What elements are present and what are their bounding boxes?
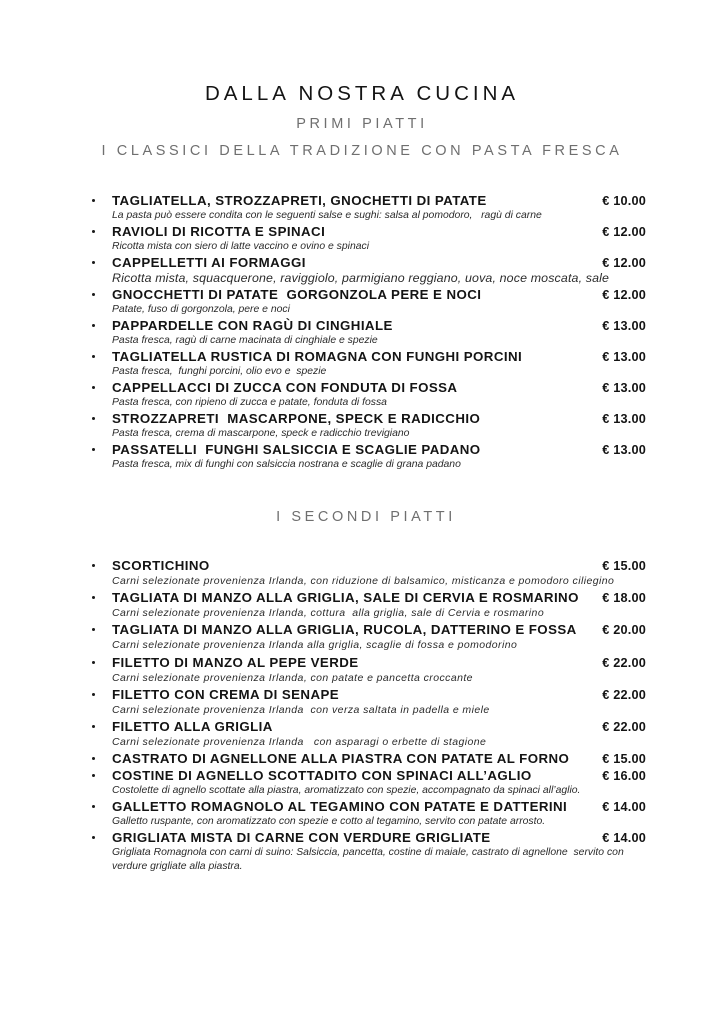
menu-item-description: Pasta fresca, funghi porcini, olio evo e spezie: [112, 365, 327, 377]
menu-item-description: Carni selezionate provenienza Irlanda, con riduzione di balsamico, misticanza e pomodoro ciliegino: [112, 575, 615, 587]
menu-item-name: SCORTICHINO: [112, 558, 210, 573]
menu-item-price: € 13.00: [602, 380, 646, 395]
menu-item-price: € 22.00: [602, 720, 646, 735]
bullet-icon: [92, 757, 95, 760]
menu-item-name: TAGLIATA DI MANZO ALLA GRIGLIA, RUCOLA, DATTERINO E FOSSA: [112, 622, 577, 638]
menu-item-price: € 12.00: [602, 287, 646, 302]
menu-item-price: € 10.00: [602, 193, 646, 208]
menu-item-price: € 12.00: [602, 255, 646, 270]
section-secondi-piatti: [0, 510, 724, 875]
menu-item-head: [112, 380, 646, 396]
menu-item: [86, 799, 646, 829]
bullet-icon: [92, 417, 95, 420]
bullet-icon: [92, 293, 95, 296]
menu-item-head: [112, 830, 646, 846]
menu-item-head: [112, 768, 646, 784]
menu-item-price: € 13.00: [602, 442, 646, 457]
menu-item-price: € 15.00: [602, 559, 646, 573]
menu-item: [86, 655, 646, 686]
page-subtitle-secondary: I CLASSICI DELLA TRADIZIONE CON PASTA FRESCA: [101, 143, 623, 159]
bullet-icon: [92, 355, 95, 358]
menu-item: [86, 224, 646, 254]
menu-item-name: PAPPARDELLE CON RAGÙ DI CINGHIALE: [112, 317, 393, 333]
menu-item: [86, 830, 646, 874]
menu-item-price: € 22.00: [602, 687, 646, 702]
menu-item-description: Pasta fresca, con ripieno di zucca e patate, fonduta di fossa: [112, 396, 387, 408]
menu-item-description: La pasta può essere condita con le seguenti salse e sughi: salsa al pomodoro, ragù di carne: [112, 209, 542, 221]
menu-item-description: Ricotta mista, squacquerone, raviggiolo, parmigiano reggiano, uova, noce moscata, sale: [112, 270, 610, 285]
bullet-icon: [92, 230, 95, 233]
menu-item-description: Carni selezionate provenienza Irlanda con asparagi o erbette di stagione: [112, 736, 487, 749]
bullet-icon: [92, 661, 95, 664]
menu-item-head: [112, 193, 646, 209]
menu-item-name: TAGLIATA DI MANZO ALLA GRIGLIA, SALE DI CERVIA E ROSMARINO: [112, 590, 579, 606]
page-subtitle: PRIMI PIATTI: [296, 115, 428, 132]
menu-item-price: € 13.00: [602, 411, 646, 426]
menu-item-name: TAGLIATELLA, STROZZAPRETI, GNOCHETTI DI PATATE: [112, 192, 487, 208]
menu-item-head: [112, 687, 646, 703]
menu-item: [86, 442, 646, 472]
menu-item-name: FILETTO CON CREMA DI SENAPE: [112, 686, 340, 702]
menu-item-name: STROZZAPRETI MASCARPONE, SPECK E RADICCHIO: [112, 410, 481, 426]
menu-item: [86, 719, 646, 750]
menu-item-description: Pasta fresca, crema di mascarpone, speck e radicchio trevigiano: [112, 427, 410, 439]
bullet-icon: [92, 836, 95, 839]
menu-item: [86, 751, 646, 767]
menu-item-name: CAPPELLETTI AI FORMAGGI: [112, 254, 306, 270]
menu-item-price: € 12.00: [602, 224, 646, 239]
bullet-icon: [92, 324, 95, 327]
menu-item: [86, 287, 646, 317]
menu-item-name: GNOCCHETTI DI PATATE GORGONZOLA PERE E NOCI: [112, 286, 482, 302]
menu-item: [86, 411, 646, 441]
menu-item-name: CASTRATO DI AGNELLONE ALLA PIASTRA CON PATATE AL FORNO: [112, 751, 570, 767]
menu-item-head: [112, 318, 646, 334]
bullet-icon: [92, 693, 95, 696]
secondi-item-list: [86, 558, 646, 874]
menu-item-description: Carni selezionate provenienza Irlanda, cottura alla griglia, sale di Cervia e rosmarino: [112, 607, 545, 620]
section-header-secondi: I SECONDI PIATTI: [276, 508, 456, 525]
bullet-icon: [92, 774, 95, 777]
menu-item: [86, 380, 646, 410]
menu-item-head: [112, 411, 646, 427]
menu-item-head: [112, 590, 646, 606]
bullet-icon: [92, 805, 95, 808]
primi-item-list: [86, 193, 646, 472]
menu-item-description: Grigliata Romagnola con carni di suino: Salsiccia, pancetta, costine di maiale, castrato di agnellone servito con verdure grigliate alla piastra.: [112, 847, 627, 873]
bullet-icon: [92, 386, 95, 389]
menu-item-name: FILETTO DI MANZO AL PEPE VERDE: [112, 654, 359, 670]
menu-item: [86, 255, 646, 286]
menu-item-name: FILETTO ALLA GRIGLIA: [112, 719, 273, 735]
bullet-icon: [92, 448, 95, 451]
menu-item-price: € 20.00: [602, 623, 646, 638]
menu-item-head: [112, 224, 646, 240]
page-title: DALLA NOSTRA CUCINA: [204, 82, 520, 105]
bullet-icon: [92, 725, 95, 728]
menu-item-price: € 16.00: [602, 769, 646, 784]
menu-item-name: CAPPELLACCI DI ZUCCA CON FONDUTA DI FOSSA: [112, 379, 458, 395]
menu-item-name: TAGLIATELLA RUSTICA DI ROMAGNA CON FUNGHI PORCINI: [112, 348, 523, 364]
menu-item-description: Carni selezionate provenienza Irlanda, con patate e pancetta croccante: [112, 671, 473, 684]
menu-item: [86, 349, 646, 379]
menu-item-description: Carni selezionate provenienza Irlanda alla griglia, scaglie di fossa e pomodorino: [112, 639, 518, 652]
menu-item-price: € 18.00: [602, 591, 646, 606]
menu-item-price: € 13.00: [602, 318, 646, 333]
menu-item-head: [112, 719, 646, 735]
menu-item-head: [112, 622, 646, 638]
menu-item-description: Galletto ruspante, con aromatizzato con spezie e cotto al tegamino, servito con patate arrosto.: [112, 816, 546, 828]
menu-item-price: € 14.00: [602, 800, 646, 815]
menu-item-price: € 22.00: [602, 655, 646, 670]
bullet-icon: [92, 199, 95, 202]
menu-item-description: Pasta fresca, ragù di carne macinata di cinghiale e spezie: [112, 334, 378, 346]
menu-item-description: Patate, fuso di gorgonzola, pere e noci: [112, 303, 290, 315]
menu-item-head: [112, 751, 646, 767]
menu-header: [0, 0, 724, 159]
bullet-icon: [92, 261, 95, 264]
menu-item-head: [112, 799, 646, 815]
menu-item: [86, 687, 646, 718]
menu-item-head: [112, 558, 646, 574]
menu-item-name: RAVIOLI DI RICOTTA E SPINACI: [112, 223, 326, 239]
menu-item-name: GALLETTO ROMAGNOLO AL TEGAMINO CON PATATE E DATTERINI: [112, 799, 568, 815]
menu-item: [86, 768, 646, 798]
menu-item-name: GRIGLIATA MISTA DI CARNE CON VERDURE GRIGLIATE: [112, 830, 491, 846]
menu-item-head: [112, 255, 646, 271]
menu-item-head: [112, 287, 646, 303]
menu-item-description: Ricotta mista con siero di latte vaccino e ovino e spinaci: [112, 240, 370, 252]
menu-item-price: € 15.00: [602, 752, 646, 767]
menu-item: [86, 318, 646, 348]
bullet-icon: [92, 596, 95, 599]
menu-item: [86, 193, 646, 223]
bullet-icon: [92, 564, 95, 567]
menu-item-head: [112, 349, 646, 365]
bullet-icon: [92, 628, 95, 631]
menu-item-description: Carni selezionate provenienza Irlanda con verza saltata in padella e miele: [112, 703, 490, 716]
section-primi-piatti: [0, 193, 724, 472]
menu-item-head: [112, 655, 646, 671]
menu-item: [86, 558, 646, 589]
menu-item-description: Costolette di agnello scottate alla piastra, aromatizzato con spezie, accompagnato da spinaci all’aglio.: [112, 785, 581, 797]
menu-item-name: COSTINE DI AGNELLO SCOTTADITO CON SPINACI ALL’AGLIO: [112, 768, 532, 784]
menu-item-name: PASSATELLI FUNGHI SALSICCIA E SCAGLIE PADANO: [112, 441, 481, 457]
menu-item-price: € 13.00: [602, 349, 646, 364]
menu-item: [86, 622, 646, 653]
menu-item: [86, 590, 646, 621]
menu-item-price: € 14.00: [602, 831, 646, 846]
menu-item-head: [112, 442, 646, 458]
menu-item-description: Pasta fresca, mix di funghi con salsiccia nostrana e scaglie di grana padano: [112, 458, 461, 470]
